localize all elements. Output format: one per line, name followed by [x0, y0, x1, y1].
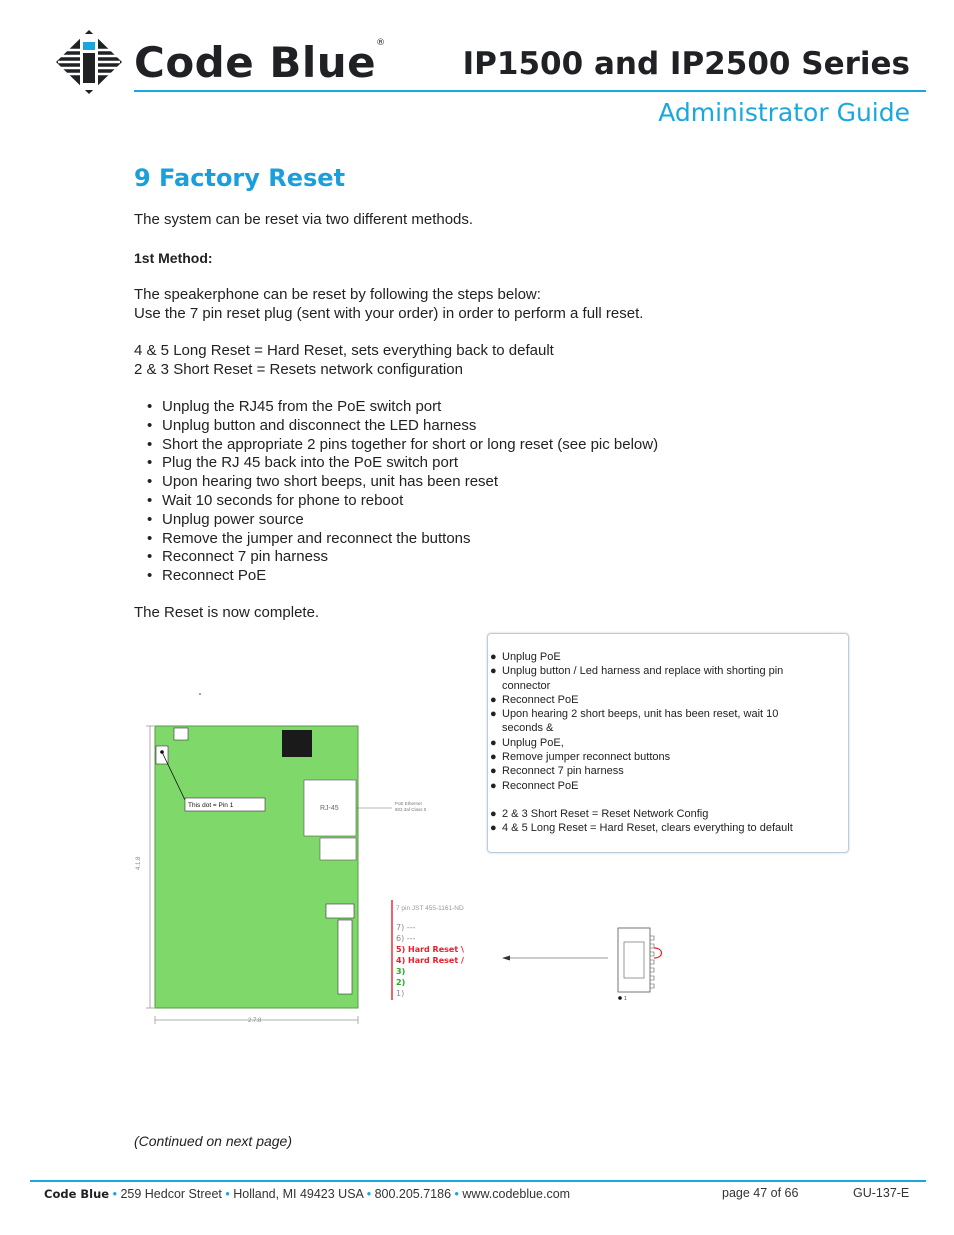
guide-title: Administrator Guide	[658, 98, 910, 127]
note-config-short: 2 & 3 Short Reset = Reset Network Config	[502, 807, 709, 820]
plug-pin1-dot	[618, 996, 622, 1000]
arrow-head-icon	[502, 956, 510, 961]
series-title: IP1500 and IP2500 Series	[462, 46, 910, 82]
document-id: GU-137-E	[853, 1186, 910, 1200]
section-heading: 9 Factory Reset	[134, 164, 346, 192]
instruction-line-1: The speakerphone can be reset by following the steps below:	[134, 286, 541, 303]
pin-label: 7) ---	[396, 923, 416, 932]
note-item: Reconnect 7 pin harness	[502, 765, 624, 778]
pin-label: 1)	[396, 989, 405, 998]
circuit-board-diagram	[130, 690, 690, 1030]
reset-complete-text: The Reset is now complete.	[134, 604, 320, 621]
jst-header	[338, 920, 352, 994]
plug-pin1-label: 1	[624, 996, 627, 1002]
jst-header-top	[326, 904, 354, 918]
intro-text: The system can be reset via two different methods.	[134, 211, 474, 228]
note-item: Unplug button / Led harness and replace with shorting pin	[502, 665, 784, 678]
height-label: 4.1.8	[136, 856, 142, 870]
instruction-line-2: Use the 7 pin reset plug (sent with your order) in order to perform a full reset.	[134, 305, 644, 322]
note-item-continued: connector	[502, 679, 551, 692]
note-item: Reconnect PoE	[502, 779, 579, 792]
note-item: Unplug PoE,	[502, 736, 564, 749]
list-item: • Unplug button and disconnect the LED harness	[134, 417, 658, 436]
logo-name: Code Blue	[134, 38, 377, 87]
footer-website: www.codeblue.com	[462, 1187, 571, 1201]
pin-label: 3)	[396, 967, 406, 976]
list-item: • Unplug power source	[134, 511, 658, 530]
method-label: 1st Method:	[134, 250, 213, 266]
logo-registered-mark: ®	[376, 38, 386, 48]
stray-dot	[199, 693, 201, 695]
note-config-long: 4 & 5 Long Reset = Hard Reset, clears everything to default	[502, 822, 793, 835]
connector-title: 7 pin JST 455-1161-ND	[396, 905, 464, 912]
list-item: • Short the appropriate 2 pins together for short or long reset (see pic below)	[134, 436, 658, 455]
continued-note: (Continued on next page)	[134, 1133, 292, 1149]
footer-divider	[30, 1180, 926, 1182]
pin-label: 6) ---	[396, 934, 416, 943]
chip	[282, 730, 312, 757]
poe-label-1: PoE Ethernet	[395, 801, 422, 806]
list-item: • Unplug the RJ45 from the PoE switch port	[134, 398, 658, 417]
pin-label: 4) Hard Reset /	[396, 956, 464, 965]
rj45-label: RJ-45	[320, 805, 339, 812]
footer-contact: Code Blue • 259 Hedcor Street • Holland, MI 49423 USA • 800.205.7186 • www.codeblue.com	[44, 1187, 571, 1201]
note-item: Remove jumper reconnect buttons	[502, 751, 671, 764]
list-item: • Wait 10 seconds for phone to reboot	[134, 492, 658, 511]
footer-address: 259 Hedcor Street	[120, 1187, 222, 1201]
list-item: • Remove the jumper and reconnect the buttons	[134, 530, 658, 549]
footer-city: Holland, MI 49423 USA	[233, 1187, 364, 1201]
pcb-board	[155, 726, 358, 1008]
poe-label-2: 802.3af Class 0	[395, 807, 427, 812]
note-item-continued: seconds &	[502, 722, 554, 735]
note-item: Unplug PoE	[502, 651, 561, 663]
hard-reset-line: 4 & 5 Long Reset = Hard Reset, sets everything back to default	[134, 342, 554, 359]
jumper-loop	[654, 948, 662, 958]
shorting-plug	[618, 928, 662, 1002]
pin-label: 2)	[396, 978, 406, 987]
list-item: • Upon hearing two short beeps, unit has been reset	[134, 473, 658, 492]
reset-steps-list	[134, 398, 658, 586]
list-item: • Plug the RJ 45 back into the PoE switch port	[134, 454, 658, 473]
list-item: • Reconnect 7 pin harness	[134, 548, 658, 567]
page-number: page 47 of 66	[722, 1186, 799, 1200]
network-reset-line: 2 & 3 Short Reset = Resets network configuration	[134, 361, 463, 378]
note-item: Reconnect PoE	[502, 693, 579, 706]
list-item: • Reconnect PoE	[134, 567, 658, 586]
pin-label: 5) Hard Reset \	[396, 945, 464, 954]
note-item: Upon hearing 2 short beeps, unit has been reset, wait 10	[502, 708, 779, 721]
pin1-label: This dot = Pin 1	[188, 802, 234, 809]
top-connector	[174, 728, 188, 740]
width-label: 2.7.8	[248, 1018, 262, 1024]
header-divider	[134, 90, 926, 92]
code-blue-logo-icon	[54, 28, 124, 96]
power-connector	[320, 838, 356, 860]
footer-phone: 800.205.7186	[374, 1187, 452, 1201]
footer-brand: Code Blue	[44, 1187, 110, 1201]
note-list: ● Unplug PoE ● Unplug button / Led harness and replace with shorting pin connector ● Reconnect PoE ● Upon hearing 2 short beeps, unit has been reset, wait 10 seconds & ● Unplug PoE, ● Remove jumper reconnect buttons ● Reconnect 7 pin harness ● Reconnect PoE ● 2 & 3 Short Reset = Reset Network Config ● 4 & 5 Long Reset = Hard Reset, clears everything to default	[490, 651, 793, 835]
logo-wordmark	[134, 38, 386, 87]
